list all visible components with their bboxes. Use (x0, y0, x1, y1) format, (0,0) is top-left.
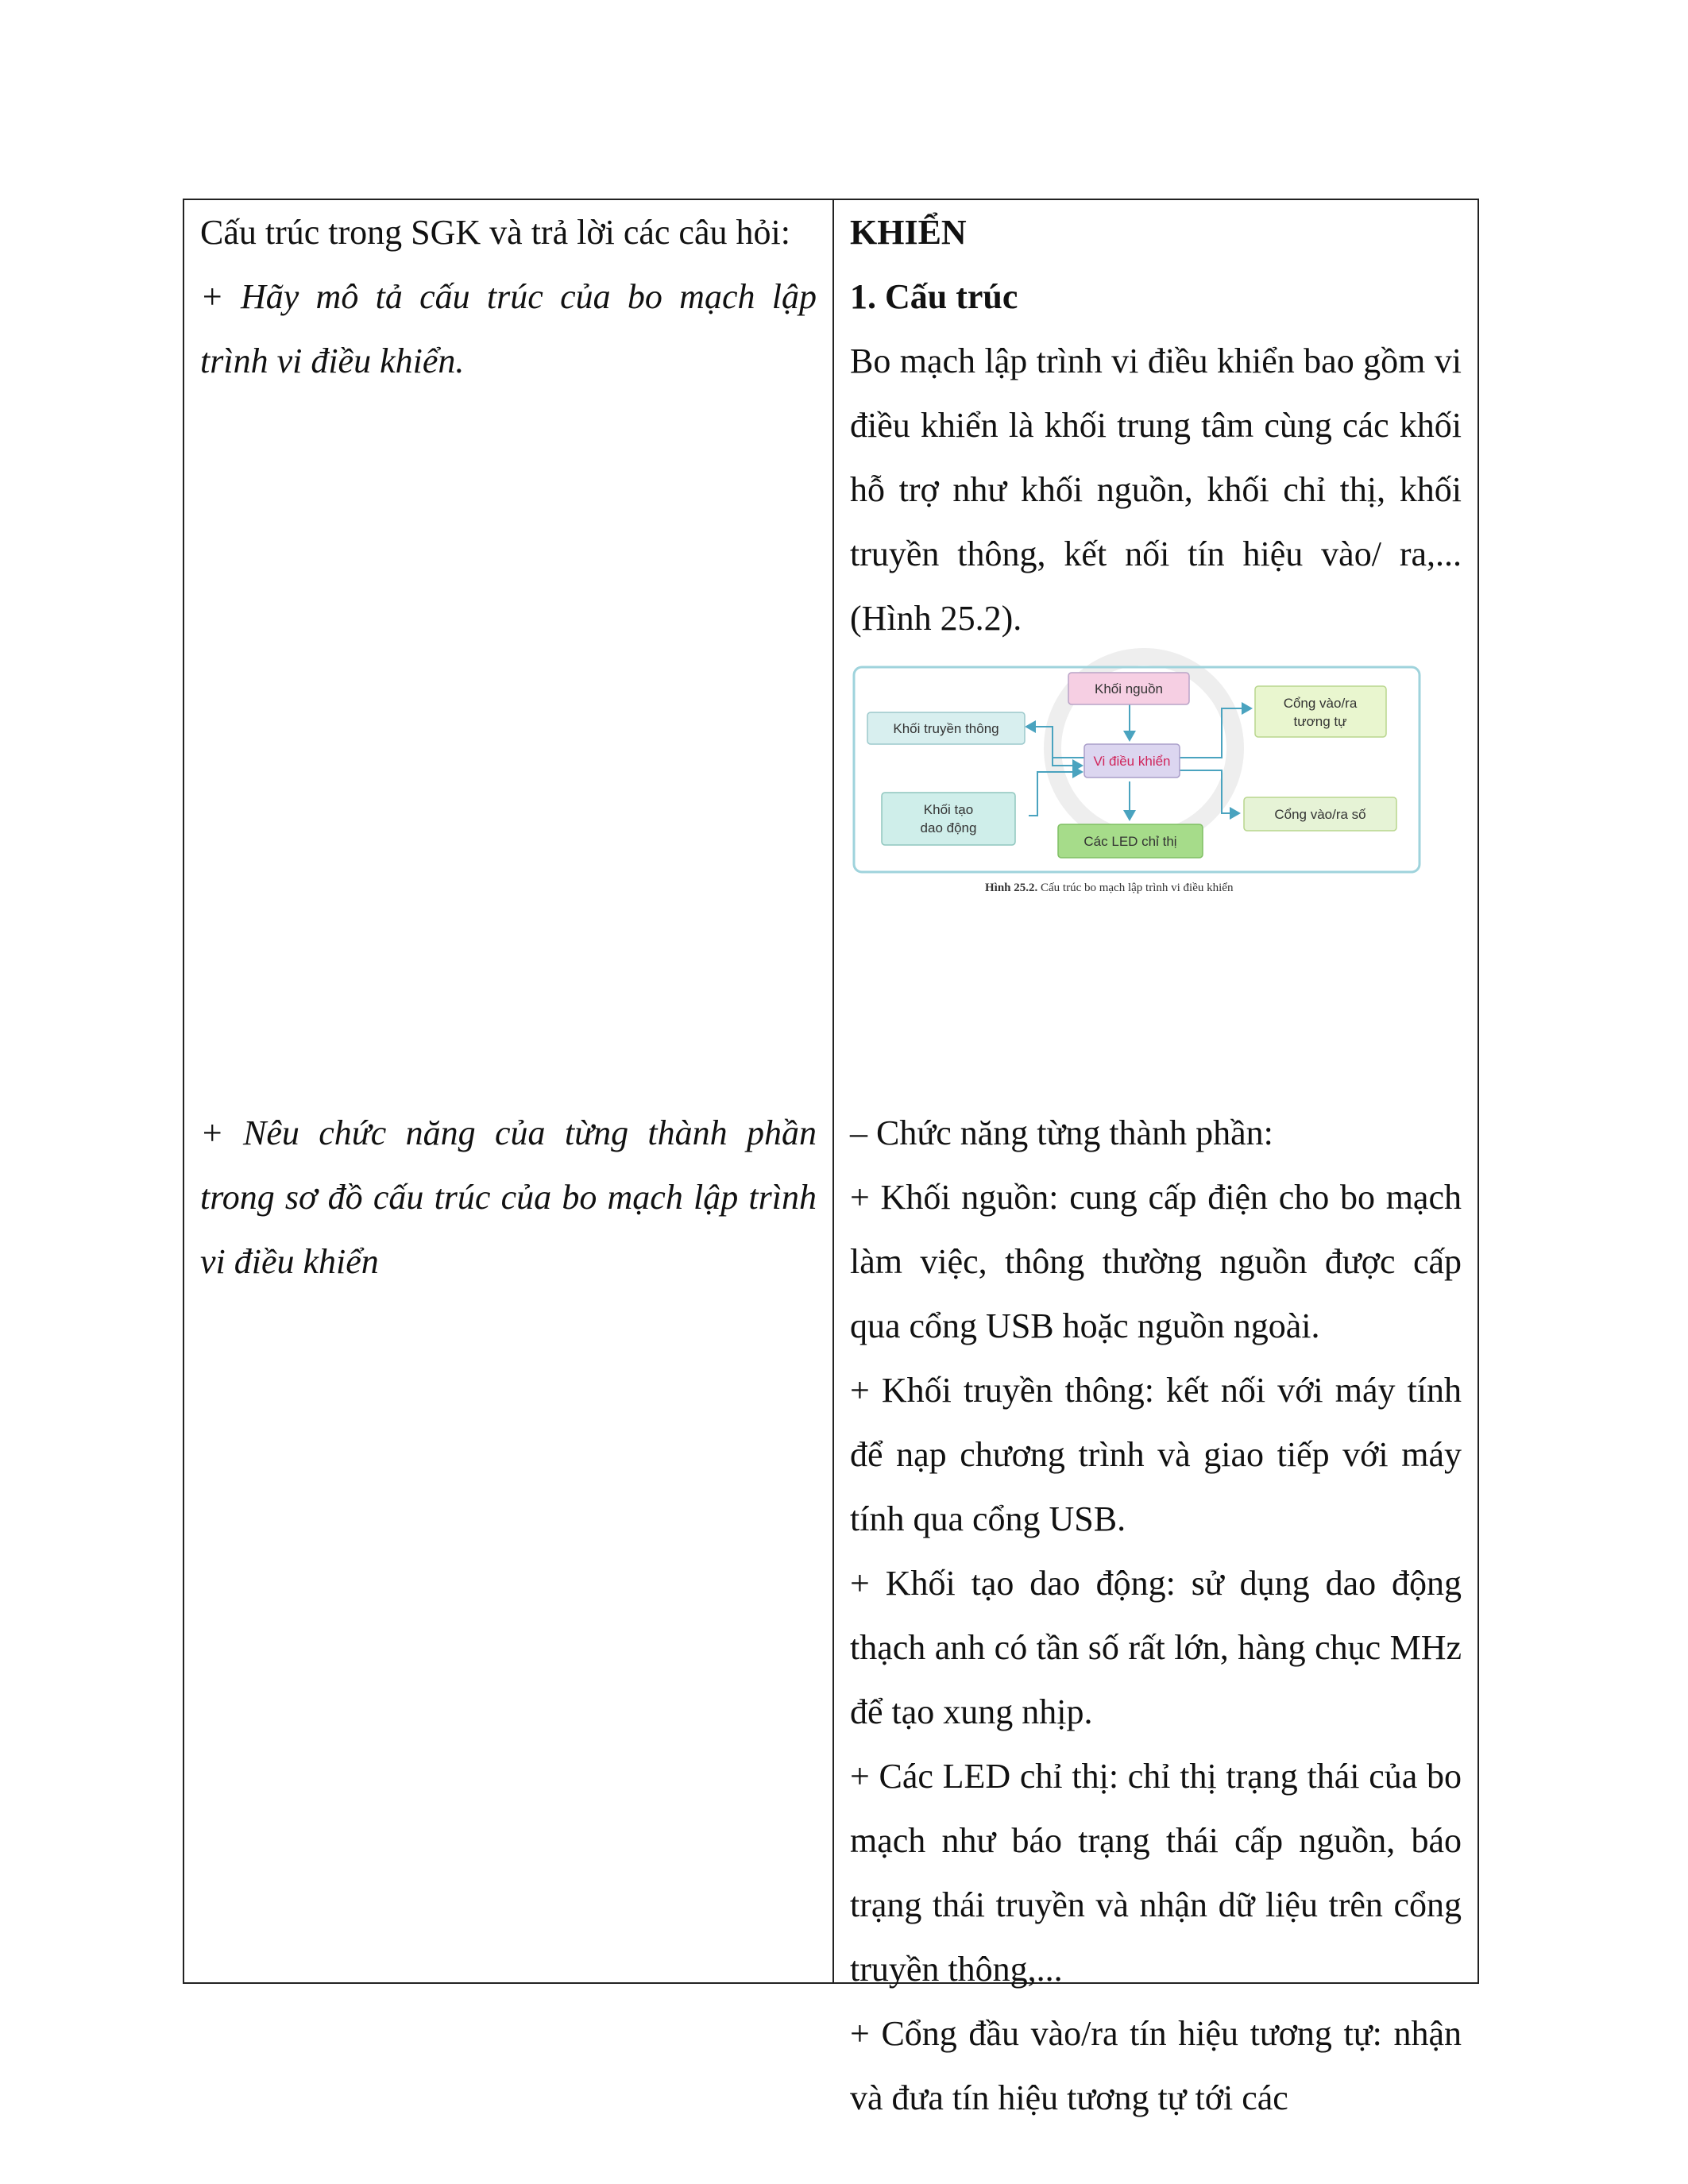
function-osc: + Khối tạo dao động: sử dụng dao động thạch anh có tần số rất lớn, hàng chục MHz để tạo xung nhịp. (850, 1564, 1462, 1731)
section-heading: KHIỂN (850, 213, 967, 252)
function-analog: + Cổng đầu vào/ra tín hiệu tương tự: nhận và đưa tín hiệu tương tự tới các (850, 2014, 1462, 2117)
right-block-structure (850, 200, 1462, 650)
block-osc-label-1: Khối tạo (923, 802, 974, 817)
content-table (183, 199, 1479, 2117)
block-led-label: Các LED chỉ thị (1083, 834, 1177, 849)
left-block-function (200, 1101, 817, 1294)
figure-25-2 (850, 653, 1430, 899)
block-osc-label-2: dao động (920, 820, 977, 835)
question-structure: + Hãy mô tả cấu trúc của bo mạch lập trình vi điều khiển. (200, 277, 817, 380)
right-column (834, 200, 1477, 2117)
section-subheading: 1. Cấu trúc (850, 277, 1018, 316)
left-block-structure (200, 200, 817, 393)
block-power-label: Khối nguồn (1094, 681, 1164, 696)
block-comm-label: Khối truyền thông (893, 721, 999, 736)
question-function: + Nêu chức năng của từng thành phần trong sơ đồ cấu trúc của bo mạch lập trình vi điều khiển (200, 1113, 817, 1281)
block-analog (1255, 686, 1386, 737)
block-analog-label-1: Cổng vào/ra (1283, 696, 1358, 711)
left-column (184, 200, 834, 1982)
structure-description: Bo mạch lập trình vi điều khiển bao gồm vi điều khiển là khối trung tâm cùng các khối hỗ trợ như khối nguồn, khối chỉ thị, khối truyền thông, kết nối tín hiệu vào/ ra,... (Hình 25.2). (850, 341, 1462, 638)
block-osc (882, 793, 1015, 845)
figure-caption-text: Cấu trúc bo mạch lập trình vi điều khiển (1041, 882, 1234, 894)
right-block-functions (850, 1101, 1462, 2130)
block-mcu-label: Vi điều khiển (1093, 754, 1171, 769)
intro-text: Cấu trúc trong SGK và trả lời các câu hỏi: (200, 213, 790, 252)
function-led: + Các LED chỉ thị: chỉ thị trạng thái của bo mạch như báo trạng thái cấp nguồn, báo trạng thái truyền và nhận dữ liệu trên cổng truyền thông,... (850, 1757, 1462, 1989)
figure-caption-label: Hình 25.2. (985, 882, 1038, 894)
function-power: + Khối nguồn: cung cấp điện cho bo mạch làm việc, thông thường nguồn được cấp qua cổng USB hoặc nguồn ngoài. (850, 1178, 1462, 1345)
function-comm: + Khối truyền thông: kết nối với máy tính để nạp chương trình và giao tiếp với máy tính qua cổng USB. (850, 1371, 1462, 1538)
functions-title: – Chức năng từng thành phần: (850, 1113, 1273, 1152)
block-analog-label-2: tương tự (1293, 714, 1347, 729)
structure-diagram (850, 653, 1430, 899)
block-digital-label: Cổng vào/ra số (1274, 807, 1366, 822)
